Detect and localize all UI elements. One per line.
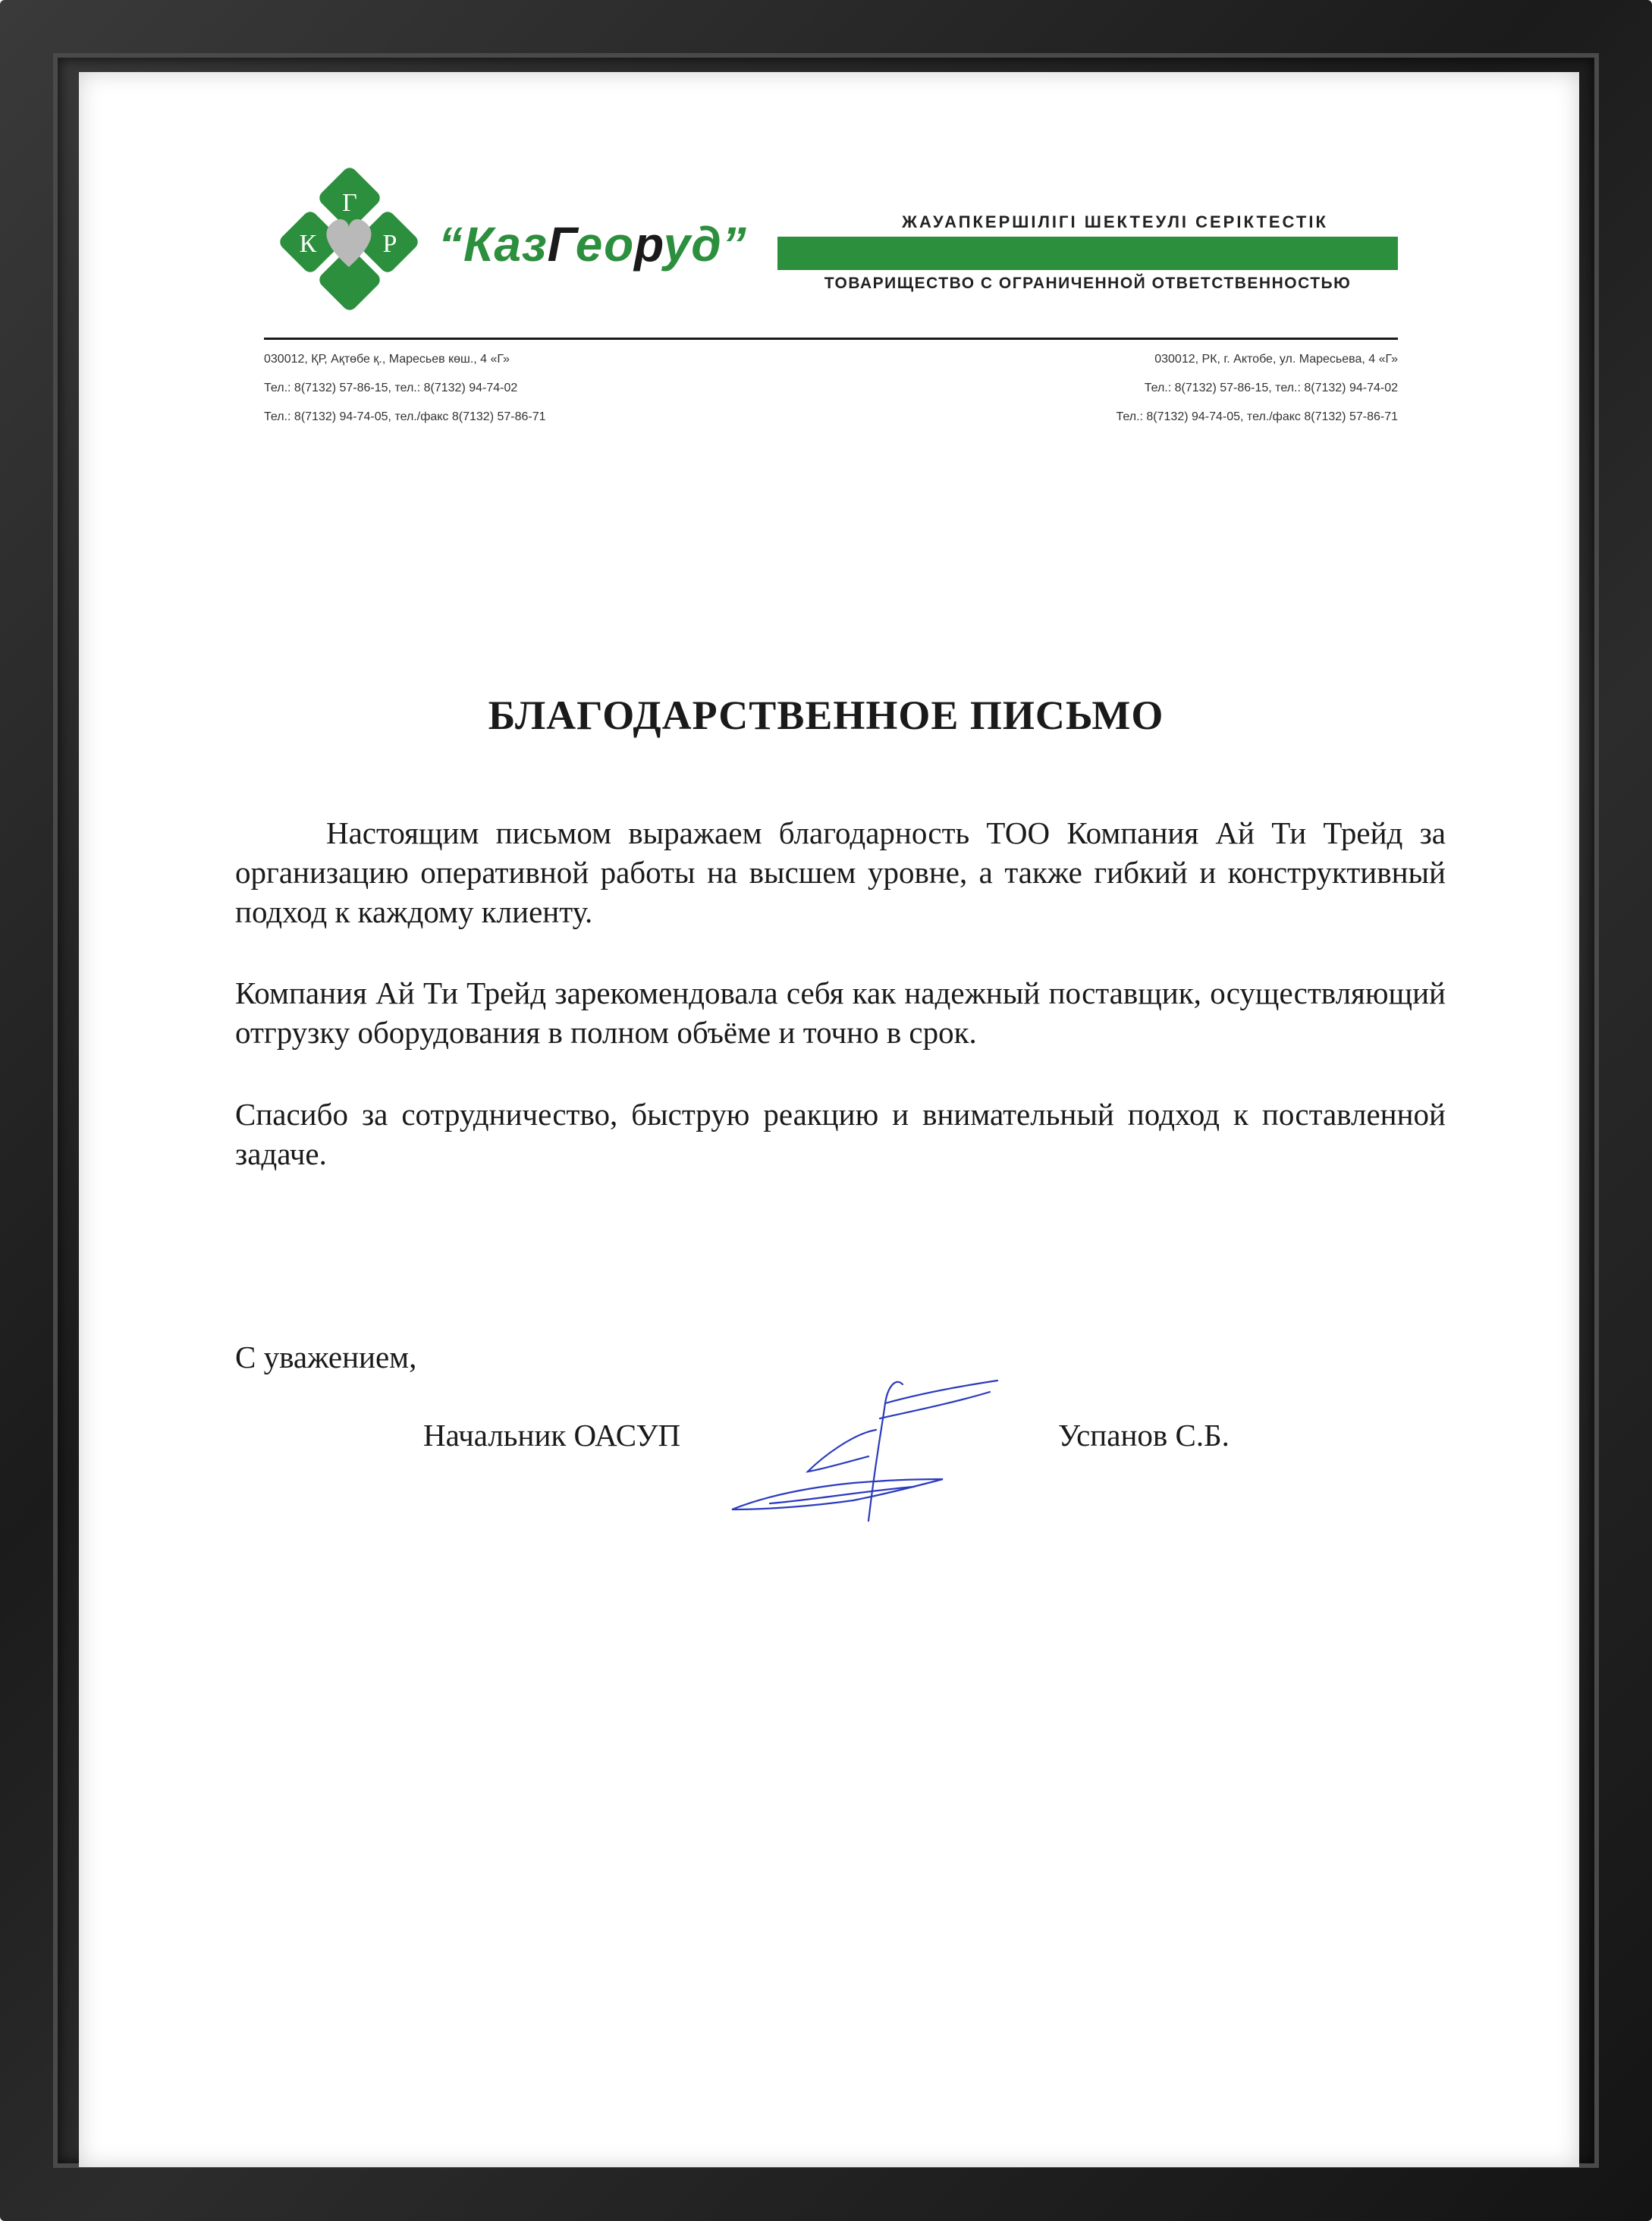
russian-legal-form: ТОВАРИЩЕСТВО С ОГРАНИЧЕННОЙ ОТВЕТСТВЕННОСТЬЮ xyxy=(824,275,1352,292)
letter-paragraph-2: Компания Ай Ти Трейд зарекомендовала себя как надежный поставщик, осуществляющий отгрузку оборудования в полном объёме и точно в срок. xyxy=(235,975,1446,1050)
address-line: 030012, РК, г. Актобе, ул. Маресьева, 4 «Г» xyxy=(1154,353,1398,366)
company-logo xyxy=(273,167,425,311)
closing-regards: С уважением, xyxy=(235,1340,417,1374)
company-name-part: “Каз xyxy=(438,217,548,272)
address-block-kz xyxy=(264,345,546,432)
letterhead-green-bar xyxy=(777,237,1398,270)
letter-title: БЛАГОДАРСТВЕННОЕ ПИСЬМО xyxy=(488,693,1164,738)
fax-line: Тел.: 8(7132) 94-74-05, тел./факс 8(7132) 57-86-71 xyxy=(264,410,546,423)
fax-line: Тел.: 8(7132) 94-74-05, тел./факс 8(7132) 57-86-71 xyxy=(1116,410,1398,423)
company-name-part: уд” xyxy=(663,217,747,272)
company-name-part: Г xyxy=(547,217,576,272)
kazakh-legal-form: ЖАУАПКЕРШІЛІГІ ШЕКТЕУЛІ СЕРІКТЕСТІК xyxy=(902,212,1328,231)
handwritten-signature xyxy=(724,1373,1013,1525)
company-name xyxy=(438,216,747,272)
address-block-ru xyxy=(1116,345,1398,432)
letter-paragraph-1: Настоящим письмом выражаем благодарность ТОО Компания Ай Ти Трейд за организацию оперативной работы на высшем уровне, а также гибкий и конструктивный подход к каждому клиенту. xyxy=(235,815,1446,929)
phone-line: Тел.: 8(7132) 57-86-15, тел.: 8(7132) 94-74-02 xyxy=(264,382,518,394)
company-name-part: ео xyxy=(575,217,635,272)
logo-letter-g: Г xyxy=(342,189,357,217)
letterhead-divider xyxy=(264,338,1398,340)
letter-paragraph-3: Спасибо за сотрудничество, быструю реакцию и внимательный подход к поставленной задаче. xyxy=(235,1097,1446,1171)
address-line: 030012, ҚР, Ақтөбе қ., Маресьев көш., 4 «Г» xyxy=(264,353,510,366)
logo-letter-r: Р xyxy=(382,230,397,258)
signer-name: Успанов С.Б. xyxy=(1058,1418,1230,1453)
phone-line: Тел.: 8(7132) 57-86-15, тел.: 8(7132) 94-74-02 xyxy=(1144,382,1398,394)
company-name-part: р xyxy=(634,217,664,272)
logo-letter-k: К xyxy=(299,230,317,258)
signer-position: Начальник ОАСУП xyxy=(423,1418,681,1453)
